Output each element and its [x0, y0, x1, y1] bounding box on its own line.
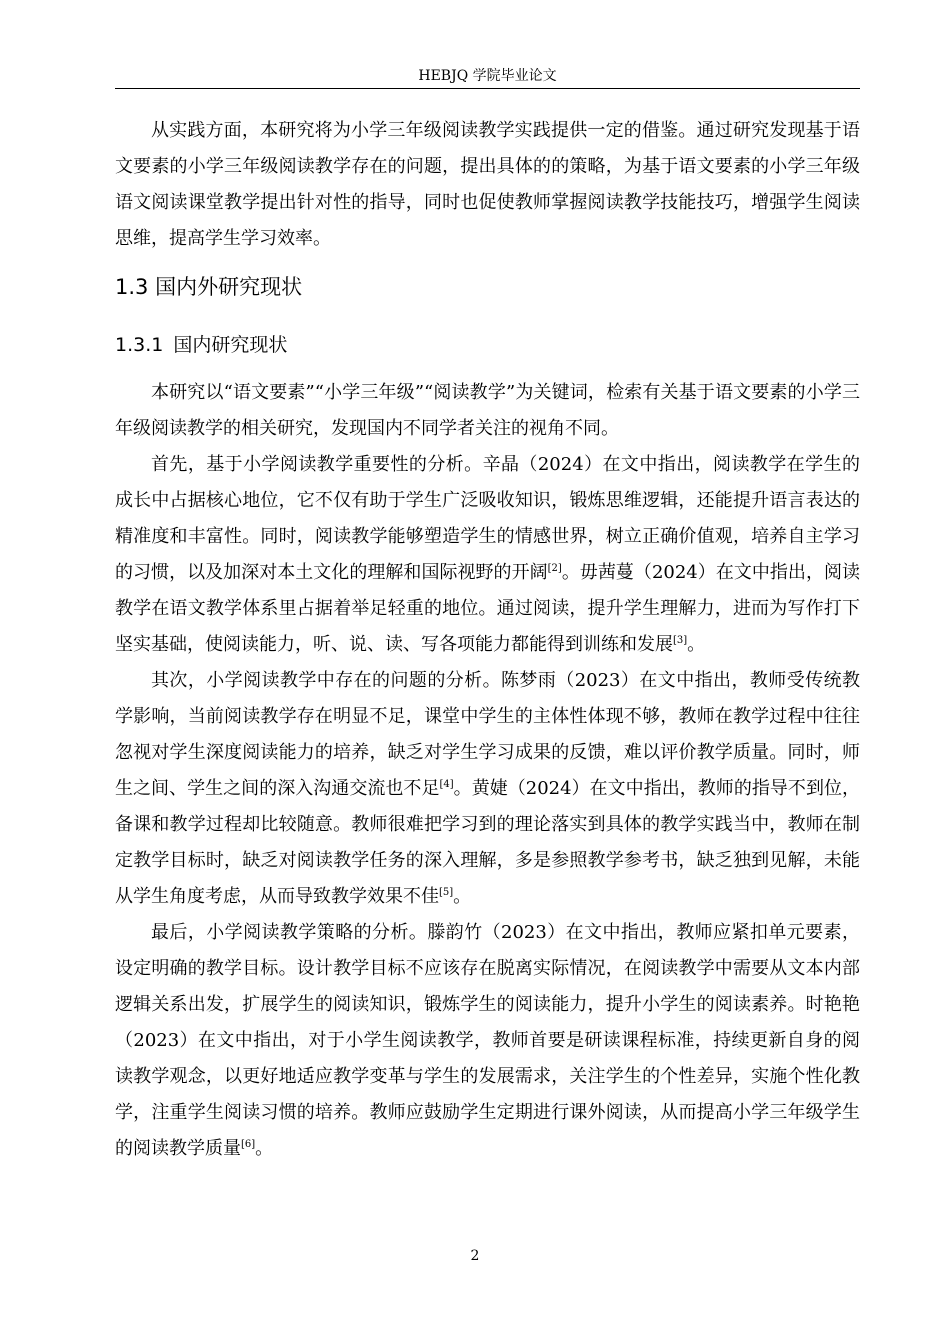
paragraph-text: 其次，小学阅读教学中存在的问题的分析。陈梦雨（2023）在文中指出，教师受传统教学影响，当前阅读教学存在明显不足，课堂中学生的主体性体现不够，教师在教学过程中往往忽视对学生深度阅读能力的培养，缺乏对学生学习成果的反馈，难以评价教学质量。同时，师生之间、学生之间的深入沟通交流也不足	[115, 670, 860, 799]
paragraph-text: 。	[687, 634, 706, 655]
paragraph-text: 首先，基于小学阅读教学重要性的分析。辛晶（2024）在文中指出，阅读教学在学生的成长中占据核心地位，它不仅有助于学生广泛吸收知识，锻炼思维逻辑，还能提升语言表达的精准度和丰富性。同时，阅读教学能够塑造学生的情感世界，树立正确价值观，培养自主学习的习惯，以及加深对本土文化的理解和国际视野的开阔	[115, 454, 860, 583]
paragraph-text: 最后，小学阅读教学策略的分析。滕韵竹（2023）在文中指出，教师应紧扣单元要素，设定明确的教学目标。设计教学目标不应该存在脱离实际情况，在阅读教学中需要从文本内部逻辑关系出发，扩展学生的阅读知识，锻炼学生的阅读能力，提升小学生的阅读素养。时艳艳（2023）在文中指出，对于小学生阅读教学，教师首要是研读课程标准，持续更新自身的阅读教学观念，以更好地适应教学变革与学生的发展需求，关注学生的个性差异，实施个性化教学，注重学生阅读习惯的培养。教师应鼓励学生定期进行课外阅读，从而提高小学三年级学生的阅读教学质量	[115, 922, 860, 1159]
citation-ref: [6]	[241, 1139, 256, 1150]
citation-ref: [4]	[439, 779, 454, 790]
citation-ref: [2]	[547, 563, 562, 574]
subsection-heading	[115, 325, 860, 367]
page-number: 2	[470, 1248, 480, 1264]
paragraph-text: 。毋茜蔓（2024）在文中指出，阅读教学在语文教学体系里占据着举足轻重的地位。通过阅读，提升学生理解力，进而为写作打下坚实基础，使阅读能力，听、说、读、写各项能力都能得到训练和发展	[115, 562, 860, 655]
page-header	[115, 66, 860, 89]
page-body	[115, 113, 860, 1167]
intro-paragraph: 从实践方面，本研究将为小学三年级阅读教学实践提供一定的借鉴。通过研究发现基于语文要素的小学三年级阅读教学存在的问题，提出具体的的策略，为基于语文要素的小学三年级语文阅读课堂教学提出针对性的指导，同时也促使教师掌握阅读教学技能技巧，增强学生阅读思维，提高学生学习效率。	[115, 120, 860, 249]
paragraph-text: 。黄婕（2024）在文中指出，教师的指导不到位，备课和教学过程却比较随意。教师很难把学习到的理论落实到具体的教学实践当中，教师在制定教学目标时，缺乏对阅读教学任务的深入理解，多是参照教学参考书，缺乏独到见解，未能从学生角度考虑，从而导致教学效果不佳	[115, 778, 860, 907]
citation-ref: [5]	[439, 887, 454, 898]
subsection-number: 1.3.1	[115, 334, 164, 356]
citation-ref: [3]	[673, 635, 688, 646]
paragraph-importance	[115, 447, 860, 663]
subsection-title: 国内研究现状	[173, 334, 288, 356]
paragraph-text: 。	[255, 1138, 274, 1159]
header-title: HEBJQ 学院毕业论文	[418, 68, 557, 84]
paragraph-text: 。	[453, 886, 472, 907]
paragraph-strategies	[115, 915, 860, 1167]
section-heading: 1.3 国内外研究现状	[115, 275, 303, 299]
paragraph-keywords: 本研究以“语文要素”“小学三年级”“阅读教学”为关键词，检索有关基于语文要素的小学三年级阅读教学的相关研究，发现国内不同学者关注的视角不同。	[115, 382, 860, 439]
paragraph-problems	[115, 663, 860, 915]
